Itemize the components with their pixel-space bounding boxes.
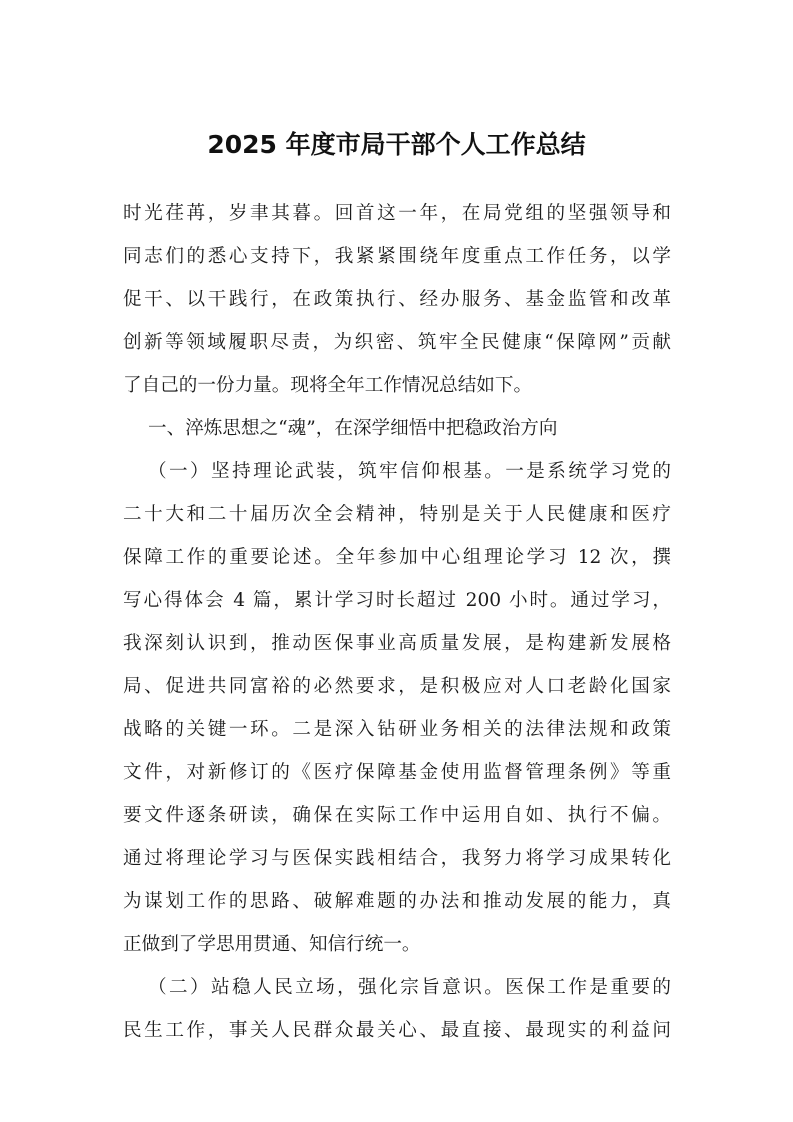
body-line: 同志们的悉心支持下，我紧紧围绕年度重点工作任务，以学: [123, 246, 671, 267]
body-line: 我深刻认识到，推动医保事业高质量发展，是构建新发展格: [123, 633, 671, 654]
body-line: 促干、以干践行，在政策执行、经办服务、基金监管和改革: [123, 289, 671, 310]
body-line: 二十大和二十届历次全会精神，特别是关于人民健康和医疗: [123, 504, 671, 525]
body-line: 通过将理论学习与医保实践相结合，我努力将学习成果转化: [123, 848, 671, 869]
body-line: 战略的关键一环。二是深入钻研业务相关的法律法规和政策: [123, 719, 671, 740]
document-body: [123, 196, 671, 1056]
body-line: 时光荏苒，岁聿其暮。回首这一年，在局党组的坚强领导和: [123, 203, 671, 224]
body-line: 正做到了学思用贯通、知信行统一。: [123, 934, 421, 955]
body-line: 民生工作，事关人民群众最关心、最直接、最现实的利益问: [123, 1020, 671, 1041]
body-line: 保障工作的重要论述。全年参加中心组理论学习 12 次，撰: [123, 547, 671, 568]
body-line: 为谋划工作的思路、破解难题的办法和推动发展的能力，真: [123, 891, 671, 912]
body-line: 局、促进共同富裕的必然要求，是积极应对人口老龄化国家: [123, 676, 671, 697]
body-line: （一）坚持理论武装，筑牢信仰根基。一是系统学习党的: [148, 461, 671, 482]
document-title: 2025 年度市局干部个人工作总结: [207, 130, 586, 159]
body-line: 写心得体会 4 篇，累计学习时长超过 200 小时。通过学习，: [123, 590, 671, 611]
body-line: 文件，对新修订的《医疗保障基金使用监督管理条例》等重: [123, 762, 671, 783]
section-heading: 一、淬炼思想之“魂”，在深学细悟中把稳政治方向: [148, 418, 558, 439]
body-line: （二）站稳人民立场，强化宗旨意识。医保工作是重要的: [148, 977, 671, 998]
body-line: 创新等领域履职尽责，为织密、筑牢全民健康“保障网”贡献: [123, 332, 671, 353]
body-line: 要文件逐条研读，确保在实际工作中运用自如、执行不偏。: [123, 805, 671, 826]
body-line: 了自己的一份力量。现将全年工作情况总结如下。: [123, 375, 533, 396]
